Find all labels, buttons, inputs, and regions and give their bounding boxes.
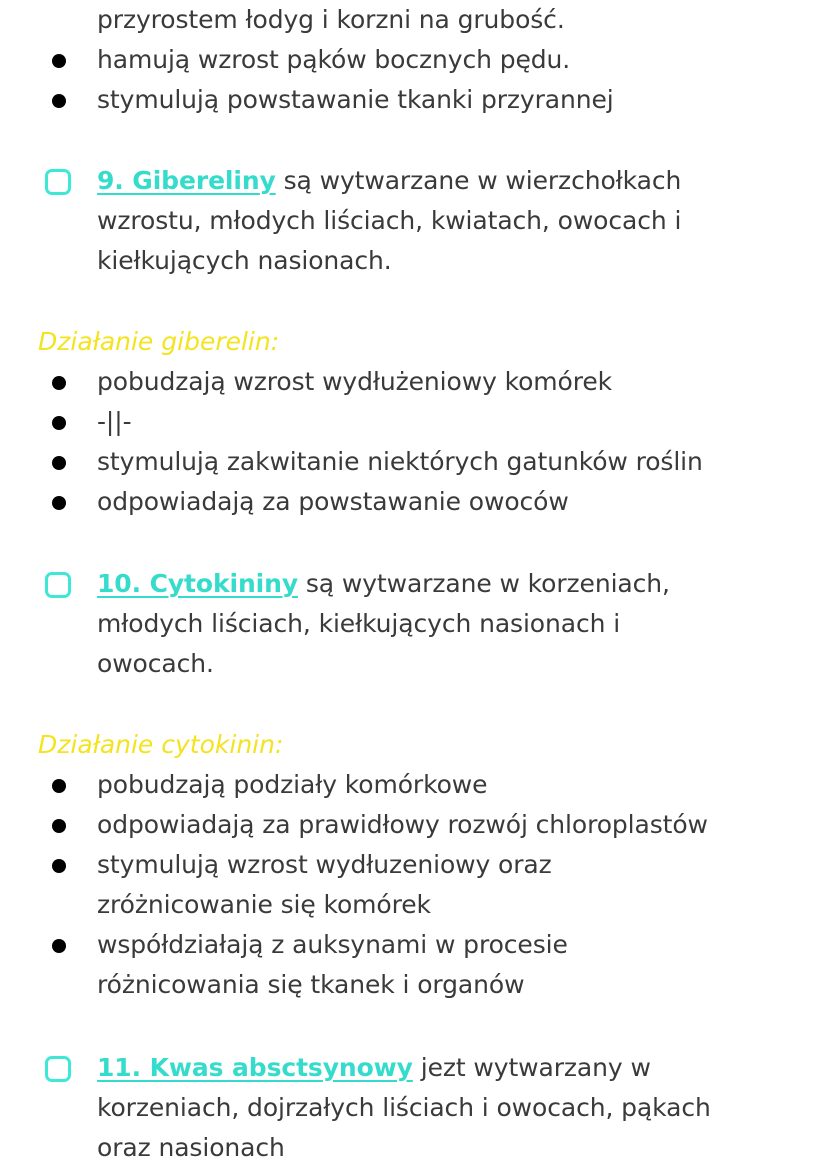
- bullet-icon: [52, 939, 66, 953]
- list-item: pobudzają wzrost wydłużeniowy komórek: [97, 367, 613, 396]
- text-line: kiełkujących nasionach.: [97, 246, 392, 275]
- bullet-icon: [52, 456, 66, 470]
- bullet-icon: [52, 94, 66, 108]
- hormone-link[interactable]: 9. Gibereliny: [97, 166, 276, 195]
- hormone-link[interactable]: 11. Kwas absctsynowy: [97, 1053, 413, 1082]
- section-heading: Działanie cytokinin:: [38, 730, 284, 759]
- list-item: odpowiadają za powstawanie owoców: [97, 487, 569, 516]
- list-item: hamują wzrost pąków bocznych pędu.: [97, 45, 571, 74]
- text-line: młodych liściach, kiełkujących nasionach i: [97, 609, 621, 638]
- text-span: są wytwarzane w korzeniach,: [298, 569, 670, 598]
- text-span: jezt wytwarzany w: [412, 1053, 651, 1082]
- bullet-icon: [52, 54, 66, 68]
- list-item: odpowiadają za prawidłowy rozwój chloroplastów: [97, 810, 708, 839]
- list-item: stymulują zakwitanie niektórych gatunków roślin: [97, 447, 703, 476]
- section-title-line: [97, 564, 670, 604]
- list-item: współdziałają z auksynami w procesie: [97, 930, 568, 959]
- text-line: owocach.: [97, 649, 214, 678]
- checkbox-icon[interactable]: [45, 572, 71, 598]
- list-item: stymulują powstawanie tkanki przyrannej: [97, 85, 614, 114]
- list-item: stymulują wzrost wydłuzeniowy oraz: [97, 850, 552, 879]
- section-title-line: [97, 161, 681, 201]
- list-item-continuation: zróżnicowanie się komórek: [97, 890, 431, 919]
- bullet-icon: [52, 376, 66, 390]
- text-line: wzrostu, młodych liściach, kwiatach, owocach i: [97, 206, 682, 235]
- text-span: są wytwarzane w wierzchołkach: [275, 166, 682, 195]
- text-line: przyrostem łodyg i korzni na grubość.: [97, 5, 565, 34]
- text-line: oraz nasionach: [97, 1133, 285, 1162]
- bullet-icon: [52, 859, 66, 873]
- bullet-icon: [52, 819, 66, 833]
- hormone-link[interactable]: 10. Cytokininy: [97, 569, 299, 598]
- bullet-icon: [52, 496, 66, 510]
- section-heading: Działanie giberelin:: [38, 327, 280, 356]
- text-line: korzeniach, dojrzałych liściach i owocach, pąkach: [97, 1093, 711, 1122]
- list-item: pobudzają podziały komórkowe: [97, 770, 488, 799]
- bullet-icon: [52, 416, 66, 430]
- checkbox-icon[interactable]: [45, 169, 71, 195]
- checkbox-icon[interactable]: [45, 1056, 71, 1082]
- list-item-continuation: różnicowania się tkanek i organów: [97, 970, 525, 999]
- section-title-line: [97, 1048, 651, 1088]
- list-item: -||-: [97, 407, 132, 436]
- bullet-icon: [52, 779, 66, 793]
